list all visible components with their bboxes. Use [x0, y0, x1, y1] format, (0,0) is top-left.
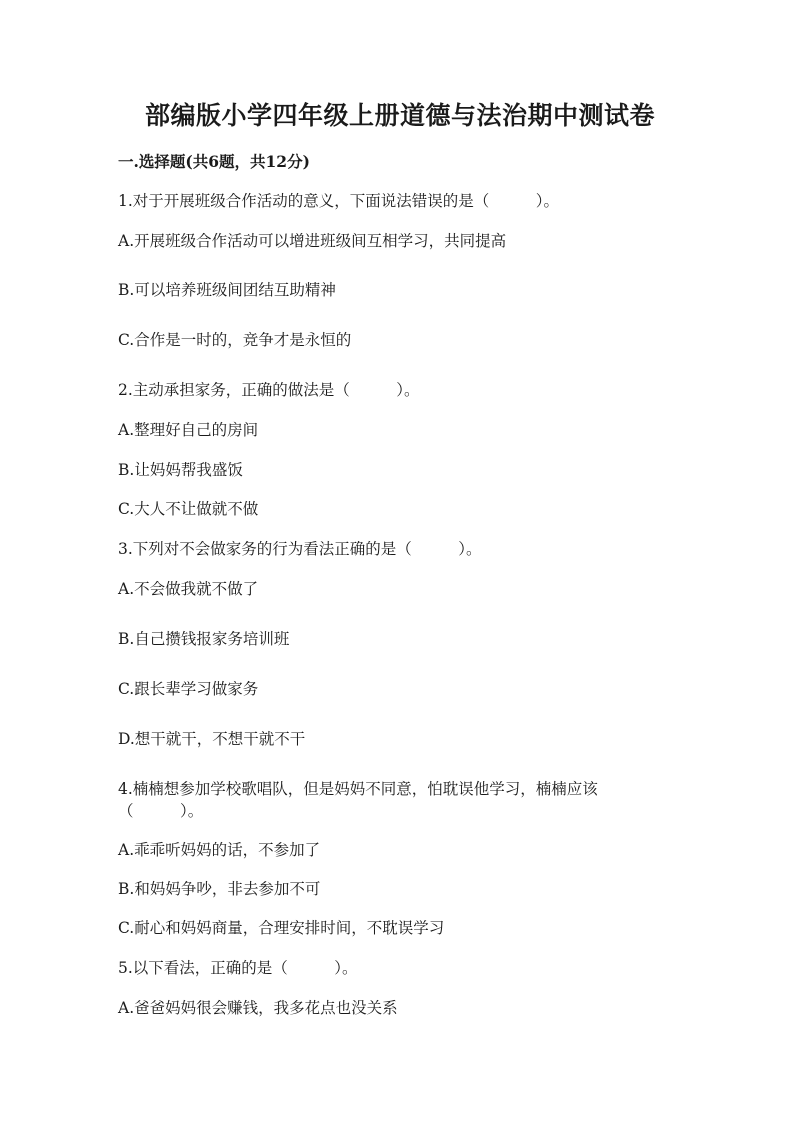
question-3-option-c: C.跟长辈学习做家务 — [118, 680, 259, 698]
page-title: 部编版小学四年级上册道德与法治期中测试卷 — [144, 101, 655, 130]
question-3-option-a: A.不会做我就不做了 — [118, 580, 259, 598]
question-1-stem: 1.对于开展班级合作活动的意义，下面说法错误的是（ ）。 — [118, 192, 560, 210]
question-2-option-a: A.整理好自己的房间 — [118, 421, 259, 439]
question-1-option-a: A.开展班级合作活动可以增进班级间互相学习，共同提高 — [118, 232, 507, 250]
question-4-option-c: C.耐心和妈妈商量，合理安排时间，不耽误学习 — [118, 919, 445, 937]
question-2-option-c: C.大人不让做就不做 — [118, 500, 259, 518]
question-4-stem-continuation: （ ）。 — [118, 802, 204, 820]
question-4-option-b: B.和妈妈争吵，非去参加不可 — [118, 880, 321, 898]
question-1-option-c: C.合作是一时的，竞争才是永恒的 — [118, 331, 352, 349]
question-5-option-a: A.爸爸妈妈很会赚钱，我多花点也没关系 — [118, 999, 398, 1017]
question-3-stem: 3.下列对不会做家务的行为看法正确的是（ ）。 — [118, 540, 482, 558]
question-2-option-b: B.让妈妈帮我盛饭 — [118, 461, 243, 479]
question-3-option-d: D.想干就干，不想干就不干 — [118, 730, 306, 748]
question-4-option-a: A.乖乖听妈妈的话，不参加了 — [118, 841, 321, 859]
question-5-stem: 5.以下看法，正确的是（ ）。 — [118, 959, 358, 977]
section-heading: 一.选择题(共6题，共12分) — [118, 152, 310, 171]
question-4-stem: 4.楠楠想参加学校歌唱队，但是妈妈不同意，怕耽误他学习，楠楠应该 — [118, 780, 598, 798]
question-1-option-b: B.可以培养班级间团结互助精神 — [118, 281, 336, 299]
question-3-option-b: B.自己攒钱报家务培训班 — [118, 630, 290, 648]
question-2-stem: 2.主动承担家务，正确的做法是（ ）。 — [118, 381, 420, 399]
